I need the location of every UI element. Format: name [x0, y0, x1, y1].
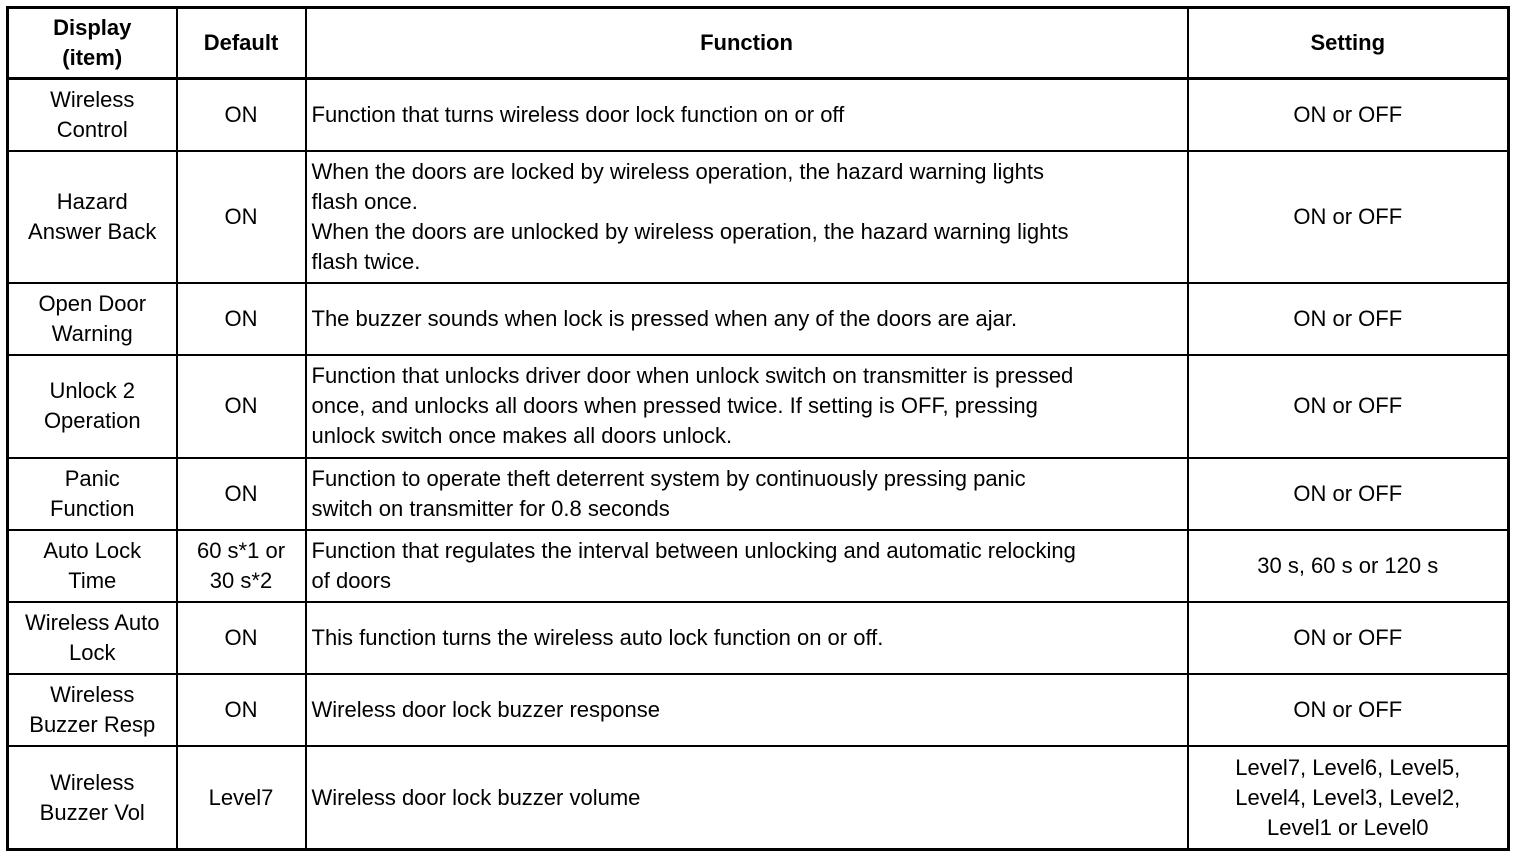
- cell-display-line: Wireless: [50, 682, 135, 708]
- cell-function-line: unlock switch once makes all doors unlock.: [311, 423, 733, 449]
- cell-display-line: Auto Lock: [43, 538, 142, 564]
- cell-default-line: Level7: [208, 784, 274, 810]
- table-row: [8, 746, 1509, 849]
- cell-function-line: once, and unlocks all doors when pressed twice. If setting is OFF, pressing: [311, 393, 1038, 419]
- cell-setting-line: Level4, Level3, Level2,: [1235, 784, 1461, 810]
- cell-default-line: 30 s*2: [209, 568, 273, 594]
- cell-default: [177, 283, 306, 355]
- cell-setting: [1188, 151, 1509, 283]
- cell-setting-line: 30 s, 60 s or 120 s: [1257, 553, 1439, 579]
- cell-function-line: This function turns the wireless auto lock function on or off.: [311, 625, 884, 651]
- cell-display-line: Wireless Auto: [25, 610, 160, 636]
- cell-function: [306, 602, 1188, 674]
- header-setting: Setting: [1188, 8, 1509, 79]
- cell-function-line: flash twice.: [311, 248, 421, 274]
- table-row: [8, 79, 1509, 151]
- cell-setting-line: ON or OFF: [1293, 480, 1403, 506]
- cell-function-line: Function that turns wireless door lock function on or off: [311, 101, 845, 127]
- cell-display-line: Wireless: [50, 769, 135, 795]
- cell-display-line: Panic: [64, 465, 120, 491]
- cell-function-line: Function that regulates the interval between unlocking and automatic relocking: [311, 538, 1076, 564]
- cell-setting-line: ON or OFF: [1293, 393, 1403, 419]
- cell-function-line: Wireless door lock buzzer response: [311, 697, 660, 723]
- cell-function: [306, 151, 1188, 283]
- customize-settings-table: [6, 6, 1510, 851]
- cell-default-line: ON: [224, 101, 258, 127]
- cell-display: [8, 602, 177, 674]
- cell-setting: [1188, 746, 1509, 849]
- cell-display-line: Control: [56, 116, 128, 142]
- cell-display: [8, 283, 177, 355]
- table-row: [8, 602, 1509, 674]
- cell-setting-line: Level1 or Level0: [1267, 814, 1429, 840]
- cell-setting: [1188, 602, 1509, 674]
- cell-default-line: ON: [224, 305, 258, 331]
- table-row: [8, 151, 1509, 283]
- table-row: [8, 283, 1509, 355]
- cell-setting: [1188, 79, 1509, 151]
- table-row: [8, 530, 1509, 602]
- cell-display-line: Function: [50, 495, 135, 521]
- cell-default-line: ON: [224, 203, 258, 229]
- cell-function-line: of doors: [311, 568, 391, 594]
- cell-setting-line: ON or OFF: [1293, 625, 1403, 651]
- cell-display: [8, 674, 177, 746]
- cell-display-line: Operation: [43, 408, 141, 434]
- cell-function-line: When the doors are unlocked by wireless operation, the hazard warning lights: [311, 218, 1069, 244]
- table-row: [8, 355, 1509, 458]
- cell-display-line: Buzzer Vol: [39, 799, 145, 825]
- cell-display-line: Time: [68, 568, 117, 594]
- cell-display: [8, 151, 177, 283]
- cell-setting: [1188, 674, 1509, 746]
- cell-default: [177, 530, 306, 602]
- cell-display-line: Hazard: [56, 188, 128, 214]
- cell-default-line: ON: [224, 393, 258, 419]
- cell-function: [306, 530, 1188, 602]
- cell-default: [177, 458, 306, 530]
- cell-default: [177, 355, 306, 458]
- cell-setting-line: ON or OFF: [1293, 203, 1403, 229]
- cell-default: [177, 746, 306, 849]
- cell-setting-line: ON or OFF: [1293, 697, 1403, 723]
- cell-setting: [1188, 530, 1509, 602]
- cell-function: [306, 674, 1188, 746]
- header-display: Display (item): [8, 8, 177, 79]
- cell-display: [8, 79, 177, 151]
- cell-display-line: Wireless: [50, 86, 135, 112]
- table-body: [8, 79, 1509, 850]
- cell-setting-line: ON or OFF: [1293, 305, 1403, 331]
- header-function: Function: [306, 8, 1188, 79]
- cell-function: [306, 355, 1188, 458]
- cell-display-line: Unlock 2: [49, 378, 136, 404]
- cell-function-line: flash once.: [311, 188, 418, 214]
- cell-display: [8, 530, 177, 602]
- cell-function: [306, 79, 1188, 151]
- cell-default-line: ON: [224, 480, 258, 506]
- cell-default: [177, 602, 306, 674]
- cell-default-line: ON: [224, 625, 258, 651]
- cell-default-line: ON: [224, 697, 258, 723]
- cell-default: [177, 79, 306, 151]
- cell-function-line: The buzzer sounds when lock is pressed when any of the doors are ajar.: [311, 305, 1018, 331]
- cell-display-line: Buzzer Resp: [29, 712, 156, 738]
- cell-setting-line: ON or OFF: [1293, 101, 1403, 127]
- cell-setting: [1188, 355, 1509, 458]
- cell-function: [306, 746, 1188, 849]
- cell-setting: [1188, 458, 1509, 530]
- cell-function-line: Wireless door lock buzzer volume: [311, 784, 641, 810]
- cell-display-line: Answer Back: [28, 218, 157, 244]
- cell-function-line: Function to operate theft deterrent system by continuously pressing panic: [311, 465, 1026, 491]
- header-row: [8, 8, 1509, 79]
- cell-function-line: When the doors are locked by wireless operation, the hazard warning lights: [311, 158, 1045, 184]
- cell-display: [8, 355, 177, 458]
- header-default: Default: [177, 8, 306, 79]
- table-row: [8, 674, 1509, 746]
- cell-setting-line: Level7, Level6, Level5,: [1235, 754, 1461, 780]
- cell-display: [8, 458, 177, 530]
- cell-function: [306, 458, 1188, 530]
- cell-default: [177, 151, 306, 283]
- cell-default-line: 60 s*1 or: [196, 538, 286, 564]
- cell-function-line: Function that unlocks driver door when unlock switch on transmitter is pressed: [311, 363, 1074, 389]
- cell-default: [177, 674, 306, 746]
- cell-display-line: Open Door: [38, 290, 147, 316]
- cell-display-line: Warning: [51, 320, 133, 346]
- cell-display: [8, 746, 177, 849]
- cell-setting: [1188, 283, 1509, 355]
- cell-display-line: Lock: [69, 640, 116, 666]
- cell-function-line: switch on transmitter for 0.8 seconds: [311, 495, 670, 521]
- table-row: [8, 458, 1509, 530]
- cell-function: [306, 283, 1188, 355]
